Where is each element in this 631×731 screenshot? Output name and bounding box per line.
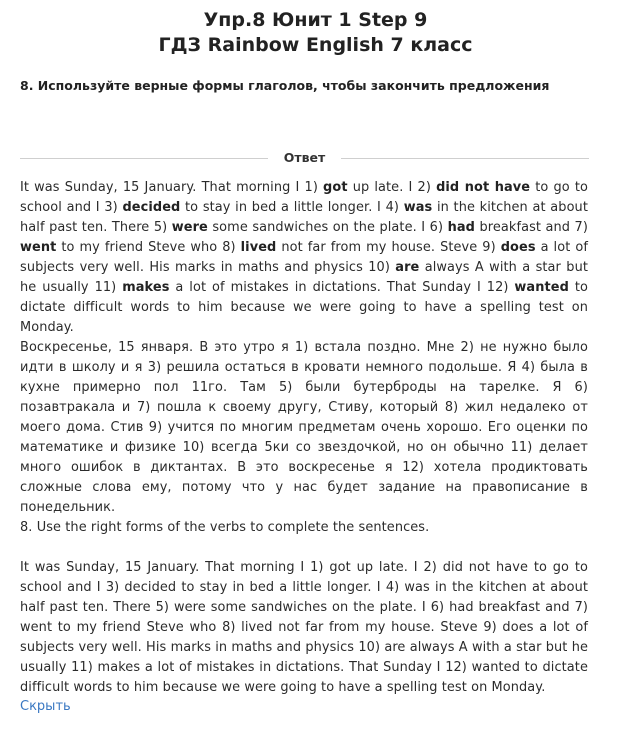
answer-text: always A with a star but he usually 11) xyxy=(20,260,588,295)
russian-translation-paragraph: Воскресенье, 15 января. В это утро я 1) встала поздно. Мне 2) не нужно было идти в школу и я 3) решила остаться в кровати немного подольше. Я 4) была в кухне примерно пол 11го. Там 5) были бутерброды на тарелке. Я 6) позавтракала и 7) пошла к своему другу, Стиву, который 8) жил недалеко от моего дома. Стив 9) учится по многим предметам очень хорошо. Его оценки по математике и физике 10) всегда 5ки со звездочкой, но он обычно 11) делает много ошибок в диктантах. В это воскресенье я 12) хотела продиктовать сложные слова ему, потому что у нас будет задание на правописание в понедельник. xyxy=(20,340,588,515)
answer-verb: got xyxy=(323,180,348,195)
answer-text: to dictate difficult words to him because we were going to have a spelling test on Monday. xyxy=(20,280,588,335)
answer-verb: are xyxy=(395,260,420,275)
answer-label: Ответ xyxy=(283,150,326,165)
page-title xyxy=(0,8,631,58)
answer-verb: does xyxy=(500,240,536,255)
task-heading: 8. Используйте верные формы глаголов, чтобы закончить предложения xyxy=(20,78,550,93)
answer-text: some sandwiches on the plate. I 6) xyxy=(207,220,448,235)
answer-text: a lot of subjects very well. His marks in maths and physics 10) xyxy=(20,240,588,275)
answer-text: to go to school and I 3) xyxy=(20,180,588,215)
english-task-line: 8. Use the right forms of the verbs to complete the sentences. xyxy=(20,520,430,535)
answer-text: not far from my house. Steve 9) xyxy=(276,240,501,255)
answer-divider xyxy=(20,148,589,168)
divider-line-right xyxy=(341,158,589,159)
answer-verb: wanted xyxy=(514,280,569,295)
answer-text: breakfast and 7) xyxy=(474,220,588,235)
answer-text: to my friend Steve who 8) xyxy=(56,240,241,255)
hide-answer-link[interactable]: Скрыть xyxy=(20,699,71,714)
answer-verb: was xyxy=(403,200,433,215)
title-line-2: ГДЗ Rainbow English 7 класс xyxy=(158,34,473,56)
answer-text: It was Sunday, 15 January. That morning I 1) xyxy=(20,180,324,195)
english-plain-paragraph: It was Sunday, 15 January. That morning I 1) got up late. I 2) did not have to go to school and I 3) decided to stay in bed a little longer. I 4) was in the kitchen at about half past ten. There 5) were some sandwiches on the plate. I 6) had breakfast and 7) went to my friend Steve who 8) lived not far from my house. Steve 9) does a lot of subjects very well. His marks in maths and physics 10) are always A with a star but he usually 11) makes a lot of mistakes in dictations. That Sunday I 12) wanted to dictate difficult words to him because we were going to have a spelling test on Monday. xyxy=(20,560,588,695)
answer-verb: were xyxy=(171,220,208,235)
answer-verb: went xyxy=(20,240,57,255)
answer-verb: makes xyxy=(122,280,170,295)
english-answer-paragraph xyxy=(20,178,588,338)
answer-verb: did not have xyxy=(436,180,531,195)
answer-text: to stay in bed a little longer. I 4) xyxy=(180,200,404,215)
answer-verb: decided xyxy=(122,200,181,215)
answer-text: in the kitchen at about half past ten. There 5) xyxy=(20,200,588,235)
title-line-1: Упр.8 Юнит 1 Step 9 xyxy=(203,9,428,31)
answer-text: a lot of mistakes in dictations. That Sunday I 12) xyxy=(169,280,515,295)
answer-text: up late. I 2) xyxy=(347,180,437,195)
answer-verb: had xyxy=(447,220,475,235)
answer-verb: lived xyxy=(240,240,277,255)
